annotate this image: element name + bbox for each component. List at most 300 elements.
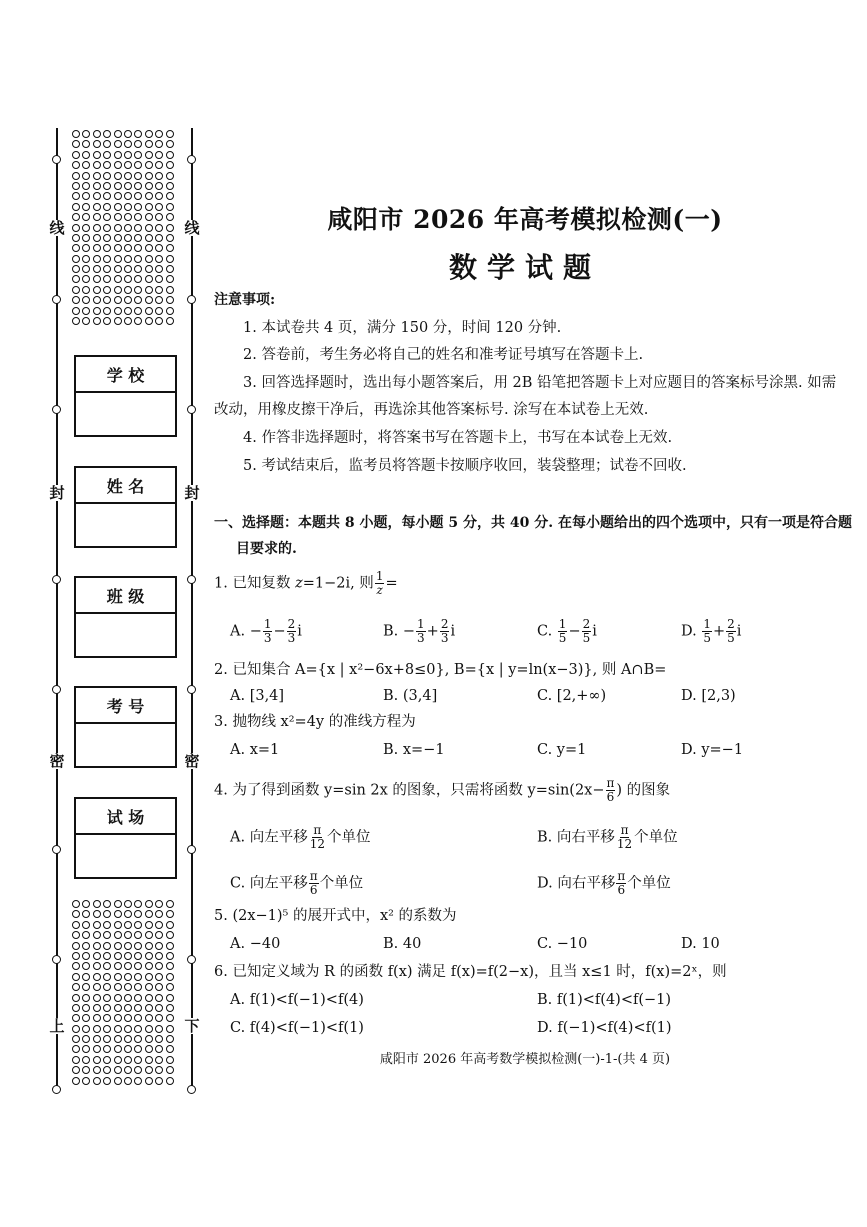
dot-mark: [155, 275, 163, 283]
dot-mark: [93, 213, 101, 221]
dot-mark: [145, 172, 153, 180]
dot-mark: [93, 151, 101, 159]
dot-mark: [145, 234, 153, 242]
dot-mark: [82, 1004, 90, 1012]
dot-mark: [114, 900, 122, 908]
dot-mark: [93, 140, 101, 148]
dot-mark: [93, 317, 101, 325]
field-blank[interactable]: [76, 724, 175, 766]
dot-mark: [134, 140, 142, 148]
dot-mark: [103, 275, 111, 283]
ring-mark: [52, 685, 61, 694]
dot-mark: [155, 140, 163, 148]
dot-mark: [134, 952, 142, 960]
dot-mark: [134, 1056, 142, 1064]
dot-mark: [155, 255, 163, 263]
dot-pattern-top: [72, 130, 176, 327]
dot-mark: [82, 244, 90, 252]
dot-mark: [72, 234, 80, 242]
notice-heading: 注意事项:: [214, 292, 276, 308]
dot-mark: [155, 296, 163, 304]
dot-mark: [166, 234, 174, 242]
margin-char-mi-right: 密: [184, 752, 200, 770]
dot-mark: [166, 244, 174, 252]
ring-mark: [52, 1085, 61, 1094]
dot-mark: [72, 296, 80, 304]
dot-mark: [103, 900, 111, 908]
dot-mark: [82, 994, 90, 1002]
dot-mark: [134, 983, 142, 991]
dot-mark: [134, 213, 142, 221]
dot-mark: [134, 286, 142, 294]
dot-mark: [145, 994, 153, 1002]
dot-mark: [124, 255, 132, 263]
dot-mark: [93, 962, 101, 970]
dot-mark: [134, 244, 142, 252]
dot-mark: [82, 265, 90, 273]
dot-mark: [114, 161, 122, 169]
dot-mark: [114, 265, 122, 273]
dot-mark: [166, 900, 174, 908]
dot-mark: [166, 1014, 174, 1022]
question-5-stem: 5. (2x−1)⁵ 的展开式中，x² 的系数为: [214, 908, 457, 924]
dot-mark: [93, 286, 101, 294]
q5-option-c[interactable]: C. −10: [537, 936, 588, 952]
dot-mark: [82, 317, 90, 325]
dot-mark: [103, 286, 111, 294]
q2-option-c[interactable]: C. [2,+∞): [537, 688, 607, 704]
dot-mark: [134, 1045, 142, 1053]
dot-mark: [72, 900, 80, 908]
dot-mark: [166, 286, 174, 294]
dot-pattern-bottom: [72, 900, 176, 1087]
dot-mark: [155, 286, 163, 294]
dot-mark: [166, 172, 174, 180]
dot-mark: [124, 900, 132, 908]
margin-char-xian-left: 线: [49, 219, 65, 237]
dot-mark: [114, 140, 122, 148]
field-label: 试 场: [76, 799, 175, 835]
dot-mark: [103, 140, 111, 148]
ring-mark: [52, 955, 61, 964]
q4-option-b[interactable]: B. 向右平移 $\frac{\pi}{12}$ 个单位: [537, 823, 678, 851]
dot-mark: [82, 910, 90, 918]
dot-mark: [114, 182, 122, 190]
dot-mark: [72, 224, 80, 232]
dot-mark: [155, 192, 163, 200]
dot-mark: [114, 973, 122, 981]
dot-mark: [114, 1066, 122, 1074]
dot-mark: [114, 307, 122, 315]
dot-mark: [103, 130, 111, 138]
section-heading-cont: 目要求的.: [236, 541, 297, 557]
dot-mark: [82, 1035, 90, 1043]
dot-mark: [155, 234, 163, 242]
q6-option-d[interactable]: D. f(−1)<f(4)<f(1): [537, 1020, 672, 1036]
dot-mark: [72, 994, 80, 1002]
dot-mark: [145, 130, 153, 138]
dot-mark: [124, 286, 132, 294]
dot-mark: [93, 973, 101, 981]
dot-mark: [103, 317, 111, 325]
dot-mark: [93, 130, 101, 138]
school-field[interactable]: [74, 355, 177, 437]
dot-mark: [72, 952, 80, 960]
dot-mark: [166, 151, 174, 159]
dot-mark: [114, 213, 122, 221]
dot-mark: [93, 1014, 101, 1022]
q1-option-d[interactable]: D. $\frac{1}{5}$ + $\frac{2}{5}$ i: [681, 617, 742, 645]
dot-mark: [82, 921, 90, 929]
q6-option-a[interactable]: A. f(1)<f(−1)<f(4): [230, 992, 364, 1008]
field-label: 学 校: [76, 357, 175, 393]
dot-mark: [103, 952, 111, 960]
dot-mark: [166, 224, 174, 232]
dot-mark: [145, 203, 153, 211]
dot-mark: [103, 234, 111, 242]
dot-mark: [145, 962, 153, 970]
dot-mark: [124, 1056, 132, 1064]
dot-mark: [82, 1077, 90, 1085]
dot-mark: [93, 234, 101, 242]
field-blank[interactable]: [76, 393, 175, 435]
dot-mark: [72, 307, 80, 315]
dot-mark: [124, 1014, 132, 1022]
dot-mark: [166, 296, 174, 304]
ring-mark: [187, 685, 196, 694]
dot-mark: [134, 255, 142, 263]
dot-mark: [82, 192, 90, 200]
dot-mark: [103, 910, 111, 918]
field-blank[interactable]: [76, 504, 175, 546]
dot-mark: [82, 962, 90, 970]
q2-option-b[interactable]: B. (3,4]: [383, 688, 438, 704]
dot-mark: [114, 1025, 122, 1033]
dot-mark: [124, 244, 132, 252]
dot-mark: [155, 973, 163, 981]
ring-mark: [52, 845, 61, 854]
dot-mark: [145, 931, 153, 939]
dot-mark: [93, 203, 101, 211]
dot-mark: [166, 983, 174, 991]
dot-mark: [72, 244, 80, 252]
dot-mark: [72, 921, 80, 929]
dot-mark: [82, 307, 90, 315]
dot-mark: [82, 182, 90, 190]
dot-mark: [93, 942, 101, 950]
ring-mark: [52, 155, 61, 164]
dot-mark: [145, 213, 153, 221]
dot-mark: [72, 182, 80, 190]
dot-mark: [114, 234, 122, 242]
dot-mark: [93, 192, 101, 200]
q2-option-a[interactable]: A. [3,4]: [230, 688, 285, 704]
dot-mark: [145, 921, 153, 929]
margin-char-feng-right: 封: [184, 484, 200, 502]
dot-mark: [166, 265, 174, 273]
dot-mark: [124, 983, 132, 991]
q5-option-a[interactable]: A. −40: [230, 936, 281, 952]
dot-mark: [145, 192, 153, 200]
dot-mark: [72, 192, 80, 200]
dot-mark: [155, 1035, 163, 1043]
q5-option-b[interactable]: B. 40: [383, 936, 422, 952]
dot-mark: [82, 234, 90, 242]
q5-option-d[interactable]: D. 10: [681, 936, 720, 952]
q4-option-d[interactable]: D. 向右平移 $\frac{\pi}{6}$ 个单位: [537, 869, 671, 897]
dot-mark: [155, 942, 163, 950]
dot-mark: [82, 1014, 90, 1022]
dot-mark: [145, 151, 153, 159]
dot-mark: [155, 931, 163, 939]
dot-mark: [134, 1014, 142, 1022]
dot-mark: [145, 317, 153, 325]
field-blank[interactable]: [76, 835, 175, 877]
exam-room-field[interactable]: [74, 797, 177, 879]
dot-mark: [103, 296, 111, 304]
field-blank[interactable]: [76, 614, 175, 656]
dot-mark: [82, 1025, 90, 1033]
dot-mark: [145, 1025, 153, 1033]
dot-mark: [166, 192, 174, 200]
dot-mark: [103, 182, 111, 190]
dot-mark: [72, 1014, 80, 1022]
dot-mark: [166, 1035, 174, 1043]
name-field[interactable]: [74, 466, 177, 548]
dot-mark: [145, 1004, 153, 1012]
dot-mark: [72, 161, 80, 169]
dot-mark: [145, 952, 153, 960]
dot-mark: [103, 994, 111, 1002]
dot-mark: [82, 130, 90, 138]
question-2-stem: 2. 已知集合 A={x | x²−6x+8≤0}, B={x | y=ln(x−3)}, 则 A∩B=: [214, 662, 667, 678]
dot-mark: [155, 203, 163, 211]
dot-mark: [103, 307, 111, 315]
dot-mark: [134, 172, 142, 180]
ring-mark: [52, 295, 61, 304]
dot-mark: [134, 317, 142, 325]
q4-option-a[interactable]: A. 向左平移 $\frac{\pi}{12}$ 个单位: [230, 823, 371, 851]
dot-mark: [155, 172, 163, 180]
q3-option-a[interactable]: A. x=1: [230, 742, 280, 758]
dot-mark: [93, 910, 101, 918]
dot-mark: [145, 286, 153, 294]
dot-mark: [155, 1056, 163, 1064]
dot-mark: [166, 910, 174, 918]
dot-mark: [93, 952, 101, 960]
field-label: 姓 名: [76, 468, 175, 504]
dot-mark: [134, 265, 142, 273]
q6-option-c[interactable]: C. f(4)<f(−1)<f(1): [230, 1020, 364, 1036]
q3-option-c[interactable]: C. y=1: [537, 742, 587, 758]
dot-mark: [155, 307, 163, 315]
dot-mark: [93, 1077, 101, 1085]
dot-mark: [93, 931, 101, 939]
dot-mark: [103, 255, 111, 263]
dot-mark: [103, 931, 111, 939]
dot-mark: [114, 172, 122, 180]
dot-mark: [145, 307, 153, 315]
dot-mark: [114, 317, 122, 325]
dot-mark: [155, 213, 163, 221]
dot-mark: [134, 931, 142, 939]
dot-mark: [134, 921, 142, 929]
dot-mark: [82, 296, 90, 304]
dot-mark: [124, 1077, 132, 1085]
dot-mark: [103, 1025, 111, 1033]
dot-mark: [82, 151, 90, 159]
dot-mark: [82, 1056, 90, 1064]
dot-mark: [103, 172, 111, 180]
dot-mark: [134, 942, 142, 950]
dot-mark: [134, 1025, 142, 1033]
dot-mark: [155, 244, 163, 252]
dot-mark: [134, 182, 142, 190]
dot-mark: [166, 1004, 174, 1012]
dot-mark: [72, 1056, 80, 1064]
dot-mark: [134, 962, 142, 970]
dot-mark: [72, 213, 80, 221]
dot-mark: [103, 942, 111, 950]
dot-mark: [124, 265, 132, 273]
dot-mark: [124, 140, 132, 148]
dot-mark: [103, 962, 111, 970]
class-field[interactable]: [74, 576, 177, 658]
q1-option-c[interactable]: C. $\frac{1}{5}$ − $\frac{2}{5}$ i: [537, 617, 597, 645]
dot-mark: [93, 1056, 101, 1064]
dot-mark: [155, 921, 163, 929]
dot-mark: [124, 1004, 132, 1012]
dot-mark: [124, 317, 132, 325]
q3-option-b[interactable]: B. x=−1: [383, 742, 445, 758]
dot-mark: [114, 942, 122, 950]
dot-mark: [114, 952, 122, 960]
dot-mark: [72, 286, 80, 294]
dot-mark: [145, 1056, 153, 1064]
dot-mark: [114, 224, 122, 232]
field-label: 考 号: [76, 688, 175, 724]
dot-mark: [114, 983, 122, 991]
dot-mark: [72, 265, 80, 273]
dot-mark: [155, 1066, 163, 1074]
dot-mark: [93, 275, 101, 283]
dot-mark: [155, 910, 163, 918]
q4-option-c[interactable]: C. 向左平移 $\frac{\pi}{6}$ 个单位: [230, 869, 364, 897]
dot-mark: [72, 962, 80, 970]
dot-mark: [124, 931, 132, 939]
dot-mark: [134, 192, 142, 200]
dot-mark: [134, 900, 142, 908]
dot-mark: [166, 203, 174, 211]
dot-mark: [93, 983, 101, 991]
dot-mark: [114, 151, 122, 159]
dot-mark: [103, 161, 111, 169]
dot-mark: [103, 1066, 111, 1074]
dot-mark: [124, 161, 132, 169]
q3-option-d[interactable]: D. y=−1: [681, 742, 744, 758]
dot-mark: [82, 983, 90, 991]
dot-mark: [134, 203, 142, 211]
dot-mark: [166, 921, 174, 929]
dot-mark: [155, 962, 163, 970]
dot-mark: [134, 994, 142, 1002]
dot-mark: [124, 182, 132, 190]
dot-mark: [82, 224, 90, 232]
margin-char-feng-left: 封: [49, 484, 65, 502]
dot-mark: [166, 1077, 174, 1085]
dot-mark: [82, 161, 90, 169]
dot-mark: [103, 151, 111, 159]
dot-mark: [72, 172, 80, 180]
dot-mark: [166, 275, 174, 283]
dot-mark: [124, 1045, 132, 1053]
question-6-stem: 6. 已知定义域为 R 的函数 f(x) 满足 f(x)=f(2−x)，且当 x≤1 时，f(x)=2ˣ，则: [214, 964, 727, 980]
dot-mark: [145, 1066, 153, 1074]
dot-mark: [124, 952, 132, 960]
dot-mark: [103, 983, 111, 991]
q6-option-b[interactable]: B. f(1)<f(4)<f(−1): [537, 992, 672, 1008]
dot-mark: [145, 224, 153, 232]
dot-mark: [72, 203, 80, 211]
q1-option-b[interactable]: B. − $\frac{1}{3}$ + $\frac{2}{3}$ i: [383, 617, 456, 645]
dot-mark: [82, 952, 90, 960]
dot-mark: [82, 931, 90, 939]
dot-mark: [72, 910, 80, 918]
dot-mark: [166, 182, 174, 190]
q1-option-a[interactable]: A. − $\frac{1}{3}$ − $\frac{2}{3}$ i: [230, 617, 302, 645]
dot-mark: [82, 942, 90, 950]
dot-mark: [114, 286, 122, 294]
dot-mark: [72, 942, 80, 950]
dot-mark: [93, 255, 101, 263]
ring-mark: [187, 1085, 196, 1094]
dot-mark: [72, 317, 80, 325]
cut-line-left: [56, 128, 58, 1090]
dot-mark: [134, 275, 142, 283]
dot-mark: [124, 203, 132, 211]
exam-number-field[interactable]: [74, 686, 177, 768]
dot-mark: [124, 994, 132, 1002]
dot-mark: [114, 275, 122, 283]
dot-mark: [166, 973, 174, 981]
q2-option-d[interactable]: D. [2,3): [681, 688, 736, 704]
dot-mark: [82, 1045, 90, 1053]
dot-mark: [155, 1045, 163, 1053]
dot-mark: [114, 130, 122, 138]
dot-mark: [93, 172, 101, 180]
page-footer: 咸阳市 2026 年高考数学模拟检测(一)-1-(共 4 页): [379, 1052, 671, 1067]
dot-mark: [93, 265, 101, 273]
dot-mark: [72, 1045, 80, 1053]
dot-mark: [72, 931, 80, 939]
dot-mark: [72, 1035, 80, 1043]
dot-mark: [82, 275, 90, 283]
dot-mark: [93, 224, 101, 232]
dot-mark: [124, 1066, 132, 1074]
dot-mark: [166, 1066, 174, 1074]
dot-mark: [114, 244, 122, 252]
dot-mark: [145, 275, 153, 283]
dot-mark: [145, 910, 153, 918]
dot-mark: [114, 203, 122, 211]
dot-mark: [145, 1014, 153, 1022]
dot-mark: [93, 1045, 101, 1053]
dot-mark: [93, 1004, 101, 1012]
dot-mark: [114, 1035, 122, 1043]
dot-mark: [72, 275, 80, 283]
dot-mark: [155, 130, 163, 138]
dot-mark: [103, 1004, 111, 1012]
